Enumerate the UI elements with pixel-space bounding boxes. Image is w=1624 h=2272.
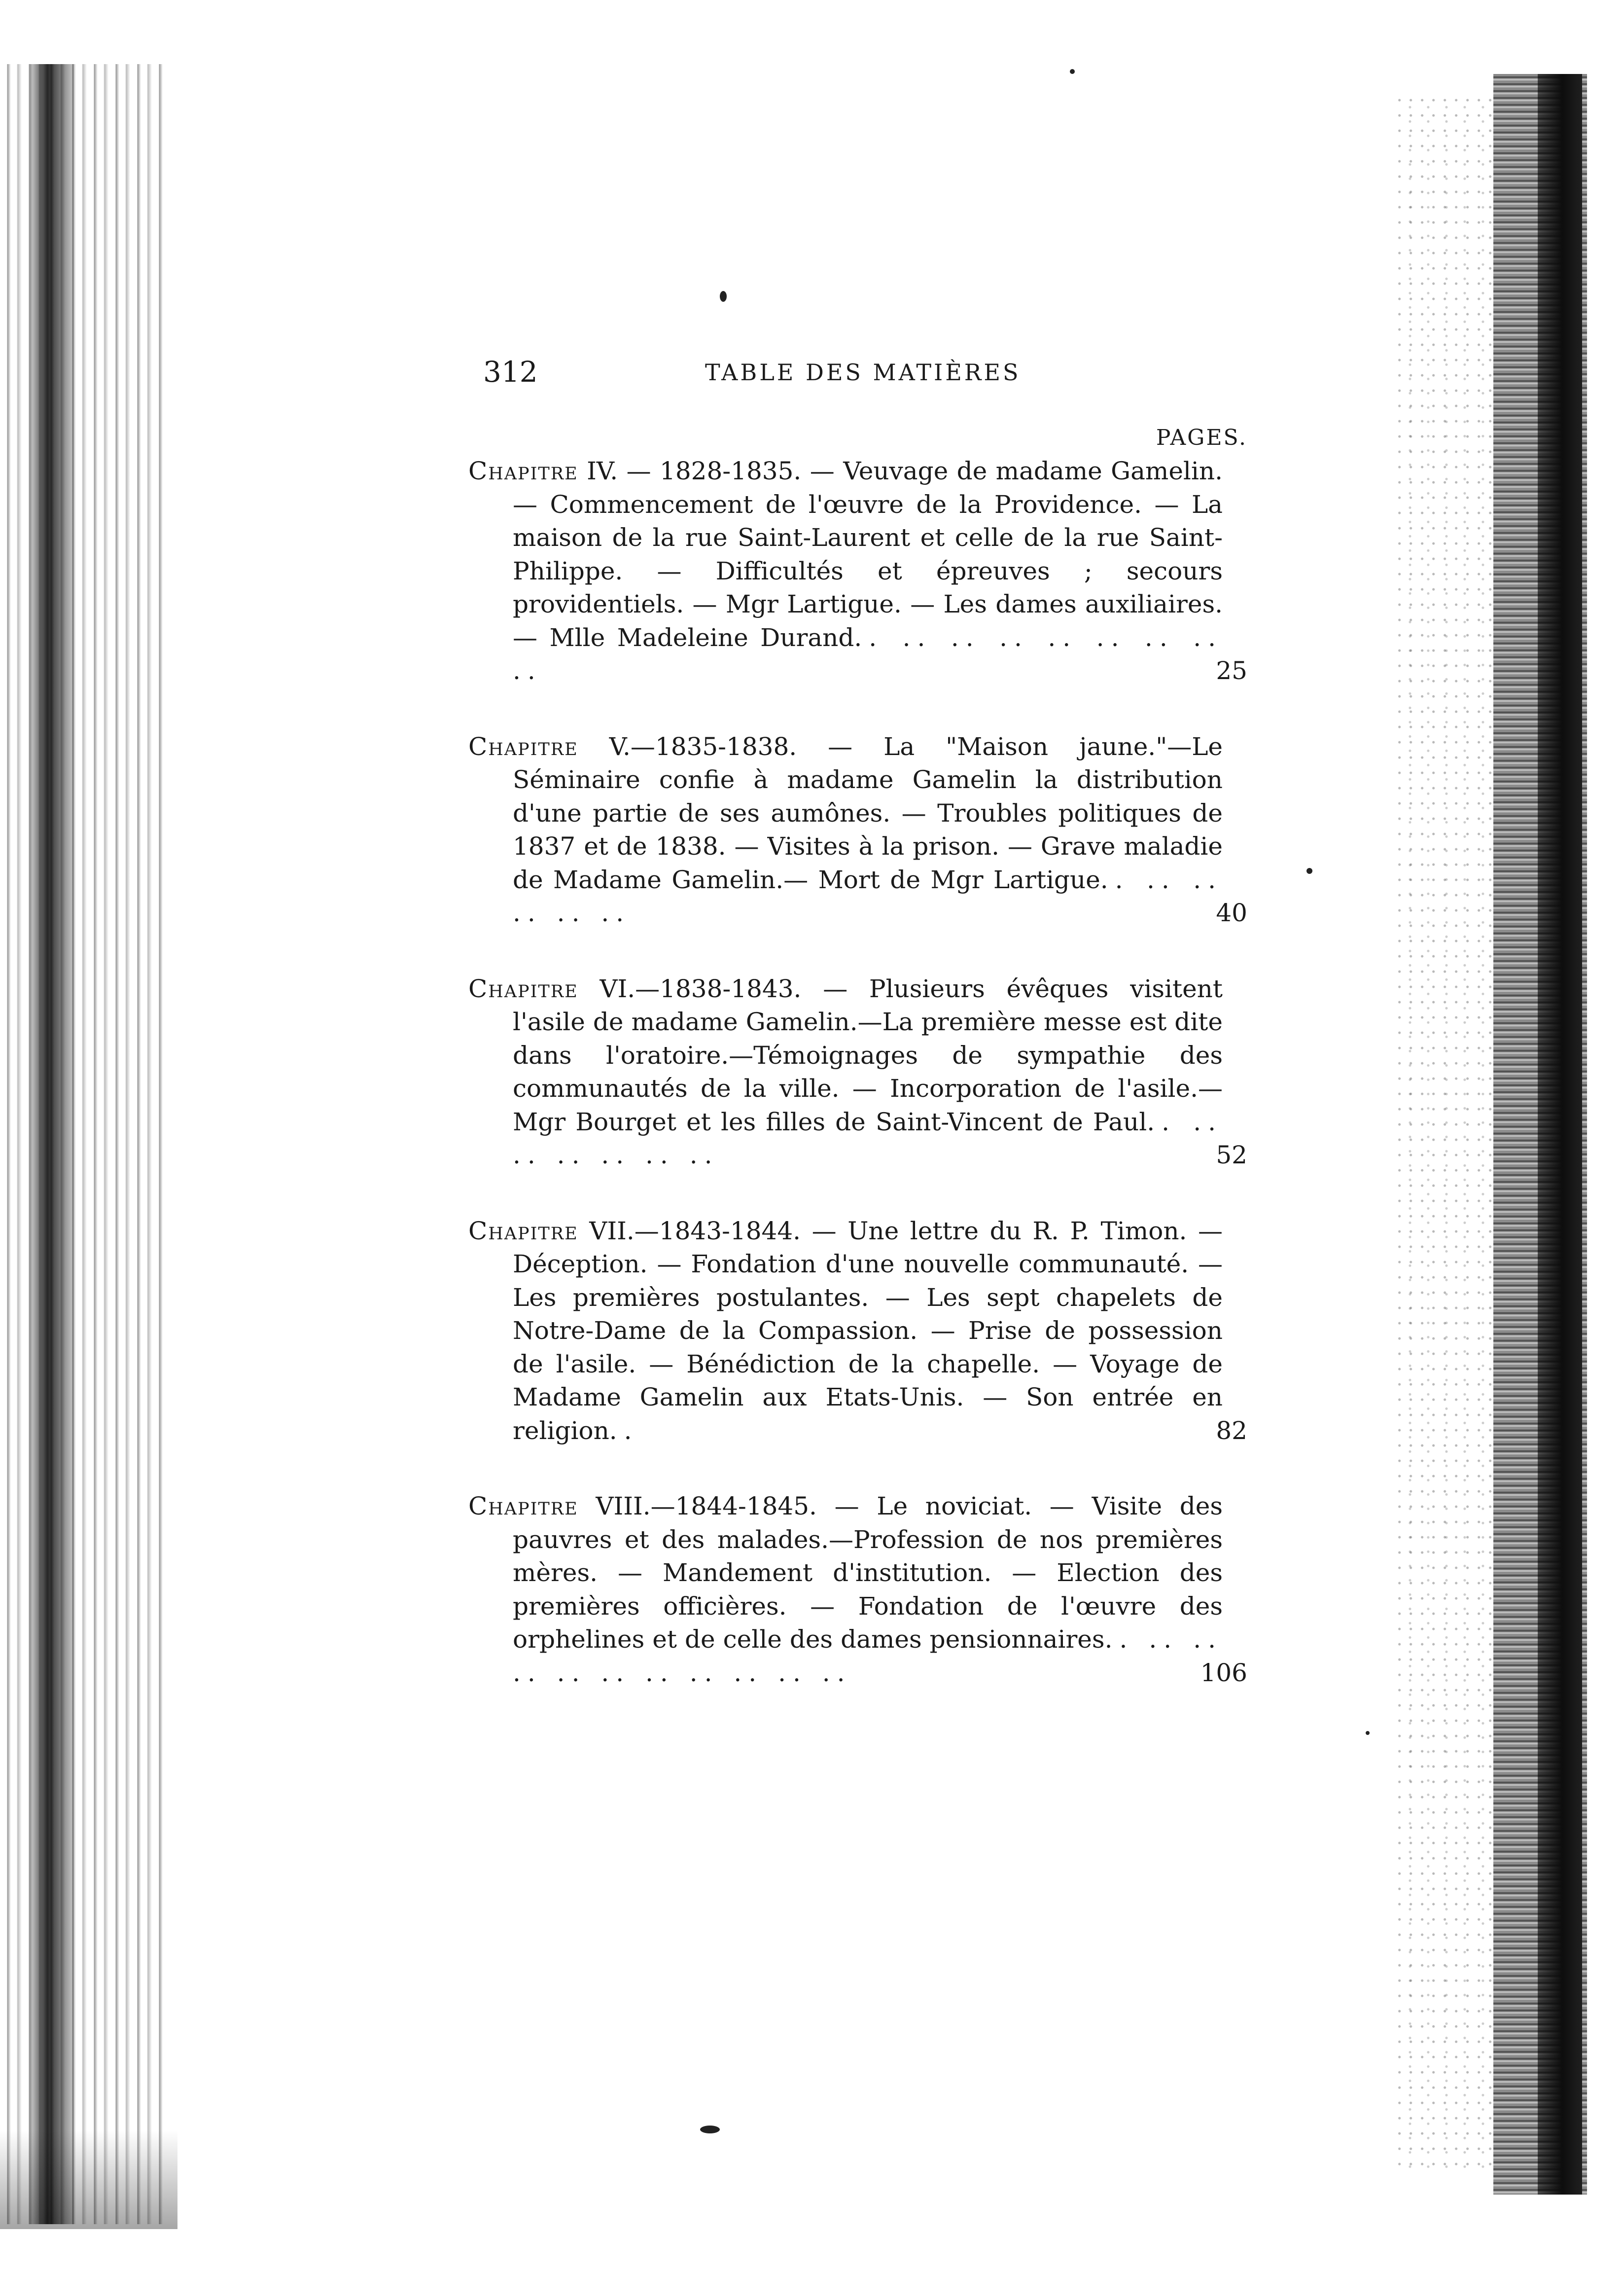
- toc-entry-chapter-5: [468, 730, 1247, 930]
- running-head: [468, 355, 1247, 395]
- chapter-label: Chapitre: [468, 974, 578, 1003]
- scan-speck: [1366, 1731, 1370, 1735]
- page-title: TABLE DES MATIÈRES: [705, 359, 1021, 386]
- chapter-summary: VII.—1843-1844. — Une lettre du R. P. Timon. — Déception. — Fondation d'une nouvelle communauté. — Les premières postulantes. — Les sept chapelets de Notre-Dame de la Compassion. — Prise de possession de l'asile. — Bénédiction de la chapelle. — Voyage de Madame Gamelin aux Etats-Unis. — Son entrée en religion: [513, 1216, 1223, 1445]
- page-binding-shadow-left: [0, 64, 163, 2224]
- chapter-label: Chapitre: [468, 1492, 578, 1520]
- scan-speck: [1070, 69, 1075, 74]
- scan-speck: [1306, 868, 1312, 874]
- toc-entry-chapter-6: [468, 973, 1247, 1172]
- toc-entry-text: [468, 1490, 1223, 1690]
- scan-speck: [700, 2126, 720, 2133]
- toc-page-number: 40: [1216, 899, 1247, 927]
- page-binding-bottom-left: [0, 2130, 177, 2229]
- toc-entry-text: [468, 730, 1223, 930]
- toc-entry-chapter-8: [468, 1490, 1247, 1690]
- chapter-summary: IV. — 1828-1835. — Veuvage de madame Gamelin. — Commencement de l'œuvre de la Providence. — La maison de la rue Saint-Laurent et celle de la rue Saint-Philippe. — Difficultés et épreuves ; secours providentiels. — Mgr Lartigue. — Les dames auxiliaires. — Mlle Madeleine Durand: [513, 457, 1223, 652]
- toc-page-number: 106: [1200, 1658, 1247, 1687]
- toc-entry-chapter-4: [468, 455, 1247, 688]
- dot-leader: .. .. .. .. .. .. .. .. ..: [513, 623, 1223, 685]
- toc-entry-text: [468, 973, 1223, 1172]
- page-edge-core-right: [1538, 74, 1582, 2195]
- toc-entry-text: [468, 455, 1223, 688]
- dot-leader: ..: [609, 1416, 639, 1445]
- page-edge-speckle-right: [1397, 99, 1496, 2170]
- chapter-summary: VI.—1838-1843. — Plusieurs évêques visitent l'asile de madame Gamelin.—La première messe est dite dans l'oratoire.—Témoignages de sympathie des communautés de la ville. — Incorporation de l'asile.—Mgr Bourget et les filles de Saint-Vincent de Paul: [513, 974, 1223, 1136]
- chapter-label: Chapitre: [468, 457, 578, 485]
- dot-leader: .. .. .. .. .. .. .. .. .. .. ..: [513, 1625, 1223, 1687]
- page-binding-dark-left: [30, 64, 74, 2224]
- chapter-summary: VIII.—1844-1845. — Le noviciat. — Visite des pauvres et des malades.—Profession de nos premières mères. — Mandement d'institution. — Election des premières officières. — Fondation de l'œuvre des orphelines et de celle des dames pensionnaires: [513, 1492, 1223, 1654]
- toc-page-number: 82: [1216, 1416, 1247, 1445]
- toc-page-number: 25: [1216, 656, 1247, 685]
- toc-entry-text: [468, 1215, 1223, 1448]
- chapter-label: Chapitre: [468, 1216, 578, 1245]
- dot-leader: .. .. .. .. .. ..: [513, 865, 1223, 927]
- chapter-label: Chapitre: [468, 732, 578, 761]
- chapter-summary: V.—1835-1838. — La "Maison jaune."—Le Séminaire confie à madame Gamelin la distribution d'une partie de ses aumônes. — Troubles politiques de 1837 et de 1838. — Visites à la prison. — Grave maladie de Madame Gamelin.— Mort de Mgr Lartigue: [513, 732, 1223, 894]
- dot-leader: .. .. .. .. .. .. ..: [513, 1107, 1223, 1169]
- toc-entry-chapter-7: [468, 1215, 1247, 1448]
- scan-speck: [720, 291, 727, 302]
- page-number-folio: 312: [483, 355, 538, 389]
- pages-column-label: PAGES.: [1156, 425, 1247, 450]
- table-of-contents-page: [468, 355, 1247, 1732]
- toc-page-number: 52: [1216, 1141, 1247, 1169]
